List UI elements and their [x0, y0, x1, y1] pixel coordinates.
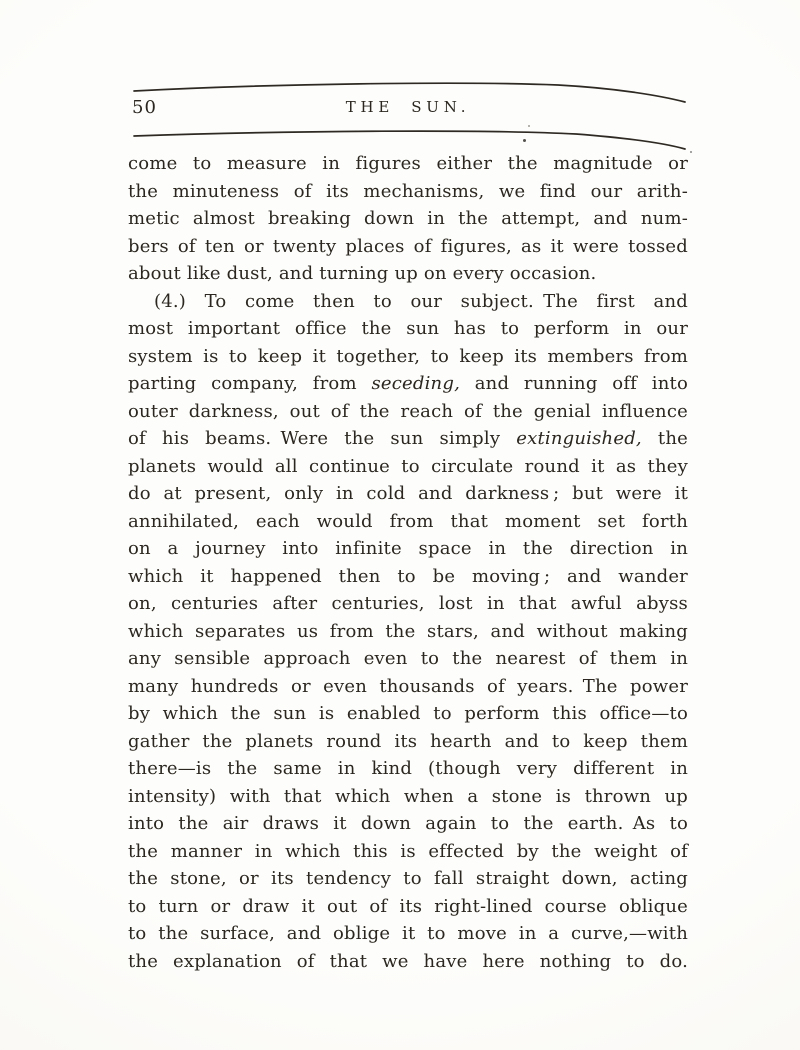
text-line — [128, 288, 688, 316]
text-segment: there—is the same in kind (though very different in — [128, 758, 688, 779]
text-segment: into the air draws it down again to the earth. As to — [128, 813, 688, 834]
text-segment: by which the sun is enabled to perform this office—to — [128, 703, 688, 724]
text-segment: (4.) To come then to our subject. The first and — [154, 290, 688, 312]
text-segment: on, centuries after centuries, lost in that awful abyss — [128, 593, 688, 614]
text-line — [128, 508, 688, 536]
text-segment: intensity) with that which when a stone is thrown up — [128, 785, 688, 807]
text-block — [128, 150, 688, 975]
text-segment: do at present, only in cold and darkness ; but were it — [128, 483, 688, 504]
text-line — [128, 755, 688, 783]
scan-speck — [690, 151, 692, 153]
text-segment: any sensible approach even to the nearest of them in — [128, 648, 688, 669]
text-segment: come to measure in figures either the magnitude or — [128, 153, 688, 174]
text-line — [128, 233, 688, 261]
text-line — [128, 810, 688, 838]
header-rule-bottom — [134, 131, 685, 149]
text-line — [128, 838, 688, 866]
scan-speck — [523, 139, 526, 142]
paragraph — [128, 150, 688, 288]
text-segment: to turn or draw it out of its right-lined course oblique — [128, 895, 688, 917]
text-line — [128, 700, 688, 728]
text-line — [128, 783, 688, 811]
text-segment: many hundreds or even thousands of years. The power — [128, 675, 688, 697]
text-segment: which separates us from the stars, and without making — [128, 620, 688, 642]
text-line — [128, 645, 688, 673]
text-line — [128, 178, 688, 206]
text-segment: to the surface, and oblige it to move in a curve,—with — [128, 923, 688, 944]
text-segment: the minuteness of its mechanisms, we find our arith- — [128, 180, 688, 202]
text-line — [128, 893, 688, 921]
text-segment: bers of ten or twenty places of figures, as it were tossed — [128, 235, 688, 257]
text-line — [128, 370, 688, 398]
text-line — [128, 425, 688, 453]
page-number: 50 — [132, 97, 157, 118]
text-line — [128, 563, 688, 591]
italic-text: seceding, — [371, 373, 460, 394]
italic-text: extinguished, — [516, 428, 642, 449]
header-rules — [128, 74, 690, 158]
text-line — [128, 590, 688, 618]
text-line — [128, 535, 688, 563]
text-segment: planets would all continue to circulate round it as they — [128, 455, 688, 477]
text-segment: outer darkness, out of the reach of the genial influence — [128, 400, 688, 422]
scan-speck — [528, 125, 530, 127]
text-segment: gather the planets round its hearth and to keep them — [128, 730, 688, 752]
text-segment: the explanation of that we have here nothing to do. — [128, 950, 688, 972]
text-line — [128, 480, 688, 508]
text-line — [128, 398, 688, 426]
text-segment: annihilated, each would from that moment set forth — [128, 510, 688, 532]
text-segment: the stone, or its tendency to fall straight down, acting — [128, 868, 688, 889]
text-line — [128, 618, 688, 646]
text-line — [128, 920, 688, 948]
text-line — [128, 260, 688, 288]
text-segment: most important office the sun has to perform in our — [128, 318, 688, 339]
text-line — [128, 315, 688, 343]
text-segment: system is to keep it together, to keep its members from — [128, 345, 688, 367]
text-line — [128, 150, 688, 178]
text-segment: about like dust, and turning up on every occasion. — [128, 263, 597, 284]
text-line — [128, 865, 688, 893]
text-line — [128, 728, 688, 756]
text-segment: the — [641, 428, 688, 449]
text-segment: metic almost breaking down in the attempt, and num- — [128, 208, 688, 229]
text-segment: parting company, from — [128, 373, 372, 394]
text-segment: of his beams. Were the sun simply — [128, 428, 517, 449]
text-line — [128, 205, 688, 233]
text-line — [128, 673, 688, 701]
running-title: THE SUN. — [345, 98, 471, 116]
text-line — [128, 343, 688, 371]
paragraph — [128, 288, 688, 976]
text-line — [128, 948, 688, 976]
text-segment: which it happened then to be moving ; and wander — [128, 565, 688, 587]
text-segment: the manner in which this is effected by the weight of — [128, 840, 688, 862]
text-line — [128, 453, 688, 481]
text-segment: and running off into — [460, 373, 688, 394]
text-segment: on a journey into infinite space in the direction in — [128, 538, 688, 559]
